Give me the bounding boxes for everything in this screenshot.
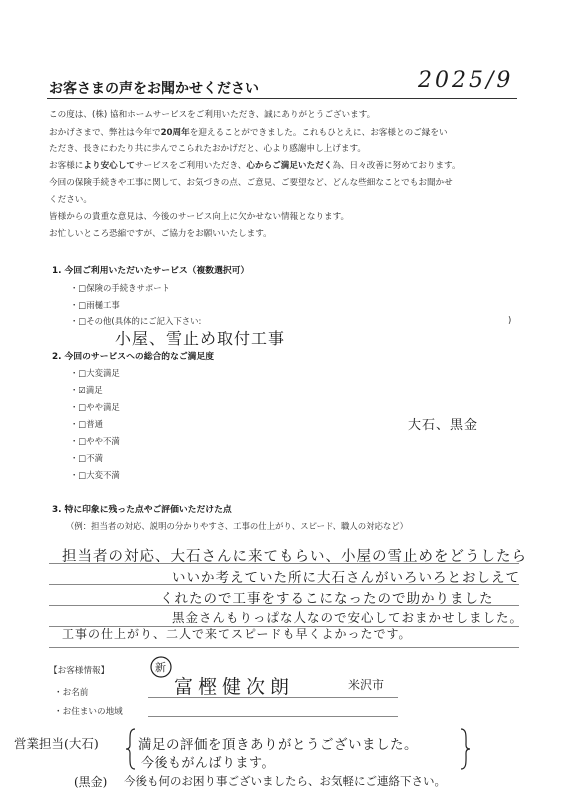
q2-option-neutral[interactable]: ・□普通 — [70, 419, 104, 429]
intro-line-4: お客様により安心してサービスをご利用いただき、心からご満足いただく為、日々改善に努めております。 — [49, 161, 461, 171]
checkbox[interactable]: □ — [78, 368, 87, 378]
q2-option-very-satisfied[interactable]: ・□大変満足 — [70, 368, 120, 378]
intro-line-5: 今回の保険手続きや工事に関して、お気づきの点、ご意見、ご要望など、どんな些細なことでもお聞かせ — [49, 178, 453, 188]
q2-side-note-handwritten: 大石、黒金 — [408, 418, 479, 433]
checkbox[interactable]: □ — [78, 436, 87, 446]
customer-info-label: 【お客様情報】 — [49, 666, 110, 676]
address-field-line — [148, 716, 398, 717]
checkbox[interactable]: □ — [78, 316, 87, 326]
q2-option-somewhat-dissatisfied[interactable]: ・□やや不満 — [70, 436, 120, 446]
q1-other-close-paren: ) — [508, 315, 512, 325]
checkbox[interactable]: □ — [78, 402, 87, 412]
q3-answer-line-2: いいか考えていた所に大石さんがいろいろとおしえて — [172, 570, 520, 586]
q1-heading: 1. 今回ご利用いただいたサービス（複数選択可） — [52, 266, 250, 276]
right-brace-icon — [458, 727, 472, 771]
intro-line-2: おかげさまで、弊社は今年で20周年を迎えることができました。これもひとえに、お客様とのご縁をい — [49, 128, 448, 138]
answer-line-5 — [49, 647, 519, 648]
q1-option-other[interactable]: ・□その他(具体的にご記入下さい: — [70, 316, 202, 326]
handwritten-date: 2025/9 — [418, 68, 514, 93]
staff-reply-line-1: 満足の評価を頂きありがとうございました。 — [138, 737, 418, 753]
q1-other-handwritten: 小屋、雪止め取付工事 — [115, 329, 286, 348]
staff-reply-line-3: 今後も何のお困り事ございましたら、お気軽にご連絡下さい。 — [124, 774, 446, 788]
checkbox[interactable]: □ — [78, 453, 87, 463]
name-prefix-handwritten: 新 — [155, 661, 166, 674]
q1-option-insurance[interactable]: ・□保険の手続きサポート — [70, 283, 171, 293]
staff-reply-label-2: (黒金) — [74, 775, 108, 789]
staff-reply-label-1: 営業担当(大石) — [14, 736, 99, 751]
q3-answer-line-1: 担当者の対応、大石さんに来てもらい、小屋の雪止めをどうしたら — [62, 549, 527, 565]
q2-option-somewhat-satisfied[interactable]: ・□やや満足 — [70, 402, 120, 412]
checkbox[interactable]: □ — [78, 283, 87, 293]
q3-answer-line-5: 工事の仕上がり、二人で来てスピードも早くよかったです。 — [62, 627, 412, 641]
checkbox[interactable]: □ — [78, 419, 87, 429]
intro-line-1: この度は、(株) 協和ホームサービスをご利用いただき、誠にありがとうございます。 — [49, 110, 376, 120]
q3-heading: 3. 特に印象に残った点やご評価いただけた点 — [52, 505, 232, 515]
checkbox[interactable]: □ — [78, 470, 87, 480]
q3-answer-line-4: 黒金さんもりっぱな人なので安心しておまかせしました。 — [172, 610, 524, 625]
q2-option-satisfied[interactable]: ・☑満足 — [70, 385, 103, 395]
checkbox-checked[interactable]: ☑ — [78, 385, 86, 395]
checkbox[interactable]: □ — [78, 300, 87, 310]
intro-line-7: 皆様からの貴重な意見は、今後のサービス向上に欠かせない情報となります。 — [49, 212, 350, 222]
intro-line-8: お忙しいところ恐縮ですが、ご協力をお願いいたします。 — [49, 229, 272, 239]
q2-option-dissatisfied[interactable]: ・□不満 — [70, 453, 104, 463]
title-underline — [47, 98, 517, 99]
q3-subheading: （例：担当者の対応、説明の分かりやすさ、工事の仕上がり、スピード、職人の対応など） — [66, 521, 408, 531]
customer-name-label: ・お名前 — [54, 688, 89, 698]
q1-option-gutter[interactable]: ・□雨樋工事 — [70, 300, 120, 310]
customer-city-handwritten: 米沢市 — [348, 678, 385, 692]
intro-line-6: ください。 — [49, 195, 92, 205]
page-title: お客さまの声をお聞かせください — [49, 81, 259, 97]
q3-answer-line-3: くれたので工事をするこになったので助かりました — [160, 591, 494, 607]
customer-name-handwritten: 富樫健次朗 — [174, 676, 295, 698]
staff-reply-line-2: 今後もがんばります。 — [141, 756, 275, 771]
q2-heading: 2. 今回のサービスへの総合的なご満足度 — [52, 352, 215, 362]
intro-line-3: ただき、長きにわたり共に歩んでこられたおかげだと、心より感謝申し上げます。 — [49, 144, 366, 154]
left-brace-icon — [124, 727, 138, 771]
q2-option-very-dissatisfied[interactable]: ・□大変不満 — [70, 470, 120, 480]
customer-address-label: ・お住まいの地域 — [54, 707, 123, 717]
